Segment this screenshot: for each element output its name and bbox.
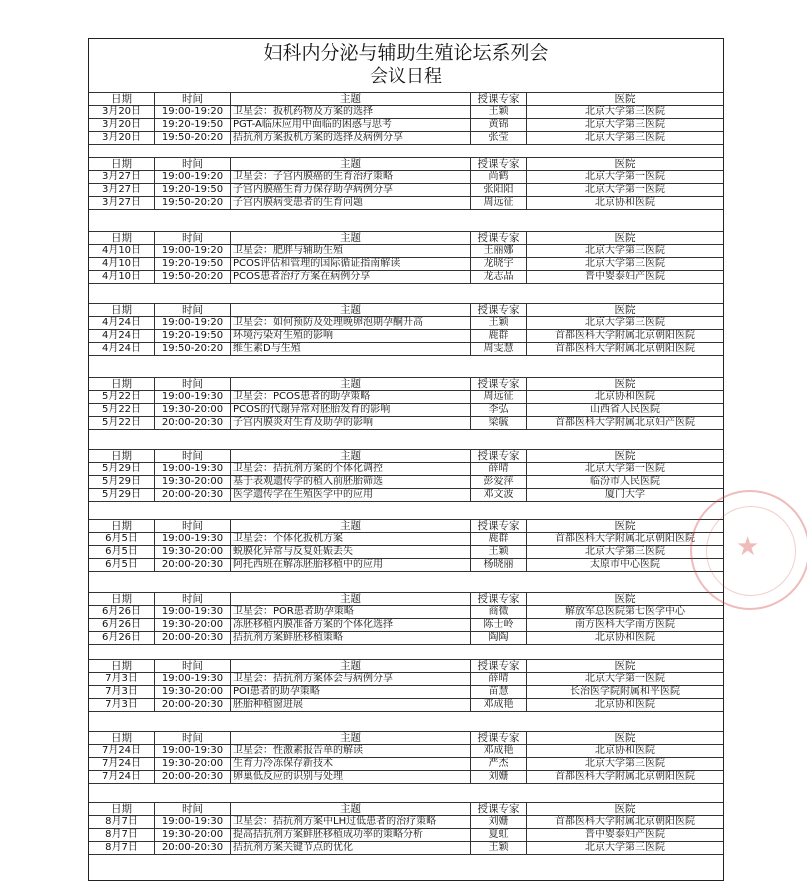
- cell-topic: 蜕膜化异常与反复妊娠丢失: [231, 546, 471, 558]
- header-topic: 主题: [231, 232, 471, 244]
- cell-time: 19:00-19:30: [155, 745, 231, 757]
- cell-time: 19:30-20:00: [155, 619, 231, 631]
- cell-hospital: 厦门大学: [605, 489, 645, 500]
- cell-hospital: 北京大学第三医院: [585, 758, 665, 769]
- cell-time: 19:30-20:00: [155, 758, 231, 770]
- header-time: 时间: [155, 378, 231, 390]
- cell-topic: 医学遗传学在生殖医学中的应用: [231, 489, 471, 501]
- session-header-row: [89, 231, 723, 244]
- cell-expert: 龙晓宇: [471, 258, 527, 270]
- table-row: [89, 488, 723, 502]
- cell-topic: 卫星会：拮抗剂方案中LH过低患者的治疗策略: [231, 816, 471, 828]
- cell-time: 19:00-19:30: [155, 673, 231, 685]
- header-date: 日期: [89, 520, 155, 532]
- cell-date: 3月27日: [89, 197, 155, 209]
- cell-hospital: 太原市中心医院: [590, 559, 660, 570]
- cell-time: 19:30-20:00: [155, 404, 231, 416]
- cell-topic: 卫星会：性激素报告单的解读: [231, 745, 471, 757]
- cell-hospital: 北京协和医院: [595, 745, 655, 756]
- cell-expert: 鹿群: [471, 533, 527, 545]
- cell-time: 19:00-19:20: [155, 317, 231, 329]
- header-topic: 主题: [231, 158, 471, 170]
- header-time: 时间: [155, 520, 231, 532]
- cell-date: 6月5日: [89, 559, 155, 571]
- cell-date: 5月22日: [89, 404, 155, 416]
- header-hospital: 医院: [614, 593, 636, 605]
- header-topic: 主题: [231, 593, 471, 605]
- header-time: 时间: [155, 93, 231, 105]
- cell-time: 20:00-20:30: [155, 699, 231, 711]
- cell-expert: 王颖: [471, 546, 527, 558]
- table-row: [89, 196, 723, 210]
- cell-date: 8月7日: [89, 816, 155, 828]
- cell-topic: 维生素D与生殖: [231, 343, 471, 355]
- cell-hospital: 北京大学第三医院: [585, 317, 665, 328]
- table-row: [89, 698, 723, 712]
- cell-expert: 严杰: [471, 758, 527, 770]
- cell-topic: 卵巢低反应的识别与处理: [231, 771, 471, 783]
- cell-time: 20:00-20:30: [155, 842, 231, 854]
- cell-date: 7月3日: [89, 673, 155, 685]
- cell-hospital: 南方医科大学南方医院: [575, 619, 675, 630]
- cell-time: 19:00-19:30: [155, 816, 231, 828]
- cell-hospital: 北京协和医院: [595, 699, 655, 710]
- cell-expert: 陶陶: [471, 632, 527, 644]
- header-date: 日期: [89, 158, 155, 170]
- session-header-row: [89, 731, 723, 744]
- table-row: [89, 257, 723, 270]
- cell-hospital: 晋中婴泰妇产医院: [585, 829, 665, 840]
- cell-hospital: 北京大学第一医院: [585, 171, 665, 182]
- header-expert: 授课专家: [471, 520, 527, 532]
- header-time: 时间: [155, 304, 231, 316]
- cell-time: 19:00-19:30: [155, 606, 231, 618]
- cell-topic: 卫星会：PCOS患者的助孕策略: [231, 391, 471, 403]
- cell-topic: 卫星会：POR患者助孕策略: [231, 606, 471, 618]
- header-expert: 授课专家: [471, 660, 527, 672]
- header-topic: 主题: [231, 93, 471, 105]
- table-row: [89, 631, 723, 645]
- cell-expert: 王颖: [471, 106, 527, 118]
- cell-date: 3月20日: [89, 106, 155, 118]
- session-header-row: [89, 377, 723, 390]
- header-date: 日期: [89, 593, 155, 605]
- header-date: 日期: [89, 232, 155, 244]
- table-row: [89, 605, 723, 618]
- table-row: [89, 244, 723, 257]
- header-time: 时间: [155, 660, 231, 672]
- table-row: [89, 475, 723, 488]
- cell-date: 6月26日: [89, 632, 155, 644]
- cell-expert: 梁毓: [471, 417, 527, 429]
- cell-time: 19:50-20:20: [155, 271, 231, 283]
- header-topic: 主题: [231, 304, 471, 316]
- cell-date: 4月10日: [89, 258, 155, 270]
- cell-expert: 苗慧: [471, 686, 527, 698]
- cell-topic: 阿托西班在解冻胚胎移植中的应用: [231, 559, 471, 571]
- session-header-row: [89, 802, 723, 815]
- cell-hospital: 首都医科大学附属北京朝阳医院: [555, 533, 695, 544]
- cell-time: 19:00-19:30: [155, 533, 231, 545]
- header-hospital: 医院: [614, 660, 636, 672]
- cell-hospital: 北京大学第三医院: [585, 106, 665, 117]
- header-date: 日期: [89, 803, 155, 815]
- cell-date: 5月29日: [89, 476, 155, 488]
- cell-date: 7月24日: [89, 758, 155, 770]
- header-expert: 授课专家: [471, 593, 527, 605]
- cell-expert: 王颖: [471, 842, 527, 854]
- cell-topic: 卫星会：扳机药物及方案的选择: [231, 106, 471, 118]
- cell-expert: 王颖: [471, 317, 527, 329]
- cell-expert: 张莹: [471, 132, 527, 144]
- cell-topic: 卫星会：拮抗剂方案的个体化调控: [231, 463, 471, 475]
- cell-time: 19:50-20:20: [155, 197, 231, 209]
- session-header-row: [89, 519, 723, 532]
- stamp-star-icon: ★: [736, 532, 760, 562]
- cell-topic: 卫星会：个体化扳机方案: [231, 533, 471, 545]
- cell-topic: 冻胚移植内膜准备方案的个体化选择: [231, 619, 471, 631]
- red-seal-stamp: [690, 490, 807, 610]
- header-date: 日期: [89, 450, 155, 462]
- header-topic: 主题: [231, 660, 471, 672]
- cell-hospital: 北京协和医院: [595, 391, 655, 402]
- header-topic: 主题: [231, 732, 471, 744]
- session-header-row: [89, 449, 723, 462]
- table-row: [89, 342, 723, 356]
- cell-date: 5月29日: [89, 463, 155, 475]
- header-time: 时间: [155, 803, 231, 815]
- table-row: [89, 183, 723, 196]
- cell-hospital: 山西省人民医院: [590, 404, 660, 415]
- cell-hospital: 首都医科大学附属北京朝阳医院: [555, 771, 695, 782]
- table-row: [89, 329, 723, 342]
- table-row: [89, 744, 723, 757]
- header-hospital: 医院: [614, 93, 636, 105]
- cell-topic: 环境污染对生殖的影响: [231, 330, 471, 342]
- cell-time: 19:00-19:20: [155, 171, 231, 183]
- cell-date: 6月26日: [89, 606, 155, 618]
- cell-topic: 拮抗剂方案关键节点的优化: [231, 842, 471, 854]
- cell-topic: 生育力冷冻保存新技术: [231, 758, 471, 770]
- cell-expert: 张阳阳: [471, 184, 527, 196]
- cell-hospital: 首都医科大学附属北京朝阳医院: [555, 343, 695, 354]
- cell-expert: 夏虹: [471, 829, 527, 841]
- session-block: [89, 592, 723, 646]
- cell-time: 19:20-19:50: [155, 258, 231, 270]
- cell-expert: 彭爱萍: [471, 476, 527, 488]
- header-date: 日期: [89, 378, 155, 390]
- cell-topic: 卫星会：肥胖与辅助生殖: [231, 245, 471, 257]
- header-time: 时间: [155, 232, 231, 244]
- cell-date: 7月3日: [89, 686, 155, 698]
- cell-hospital: 北京大学第一医院: [585, 673, 665, 684]
- session-block: [89, 449, 723, 503]
- cell-time: 19:20-19:50: [155, 184, 231, 196]
- cell-time: 19:00-19:30: [155, 391, 231, 403]
- header-hospital: 医院: [614, 803, 636, 815]
- session-header-row: [89, 659, 723, 672]
- table-row: [89, 270, 723, 284]
- header-topic: 主题: [231, 450, 471, 462]
- table-row: [89, 685, 723, 698]
- cell-expert: 邓文波: [471, 489, 527, 501]
- table-row: [89, 532, 723, 545]
- cell-hospital: 北京协和医院: [595, 197, 655, 208]
- cell-time: 19:50-20:20: [155, 343, 231, 355]
- cell-date: 4月10日: [89, 271, 155, 283]
- header-date: 日期: [89, 304, 155, 316]
- header-hospital: 医院: [614, 304, 636, 316]
- cell-hospital: 长治医学院附属和平医院: [570, 686, 680, 697]
- table-row: [89, 841, 723, 855]
- header-topic: 主题: [231, 378, 471, 390]
- header-expert: 授课专家: [471, 378, 527, 390]
- cell-expert: 刘姗: [471, 771, 527, 783]
- cell-date: 6月5日: [89, 533, 155, 545]
- cell-time: 19:50-20:20: [155, 132, 231, 144]
- cell-hospital: 北京协和医院: [595, 632, 655, 643]
- header-expert: 授课专家: [471, 93, 527, 105]
- cell-expert: 刘姗: [471, 816, 527, 828]
- cell-date: 5月22日: [89, 391, 155, 403]
- cell-date: 5月22日: [89, 417, 155, 429]
- cell-expert: 鹿群: [471, 330, 527, 342]
- cell-date: 4月24日: [89, 343, 155, 355]
- cell-expert: 周远征: [471, 391, 527, 403]
- cell-time: 20:00-20:30: [155, 489, 231, 501]
- cell-hospital: 北京大学第一医院: [585, 184, 665, 195]
- cell-hospital: 首都医科大学附属北京妇产医院: [555, 417, 695, 428]
- cell-expert: 薛晴: [471, 673, 527, 685]
- table-row: [89, 416, 723, 430]
- header-time: 时间: [155, 158, 231, 170]
- cell-expert: 尚鹤: [471, 171, 527, 183]
- header-expert: 授课专家: [471, 803, 527, 815]
- cell-time: 19:00-19:30: [155, 463, 231, 475]
- cell-topic: 卫星会：如何预防及处理晚卵泡期孕酮升高: [231, 317, 471, 329]
- session-header-row: [89, 592, 723, 605]
- cell-hospital: 北京大学第三医院: [585, 258, 665, 269]
- session-block: [89, 377, 723, 431]
- session-header-row: [89, 92, 723, 105]
- cell-date: 6月5日: [89, 546, 155, 558]
- cell-topic: 子宫内膜癌生育力保存助孕病例分享: [231, 184, 471, 196]
- cell-hospital: 解放军总医院第七医学中心: [565, 606, 685, 617]
- cell-topic: PCOS评估和管理的国际循证指南解读: [231, 258, 471, 270]
- cell-date: 3月20日: [89, 132, 155, 144]
- schedule-sheet: [88, 38, 724, 881]
- cell-topic: 胚胎种植窗进展: [231, 699, 471, 711]
- cell-topic: PCOS的代谢异常对胚胎发育的影响: [231, 404, 471, 416]
- cell-expert: 周雯慧: [471, 343, 527, 355]
- table-row: [89, 545, 723, 558]
- cell-expert: 商微: [471, 606, 527, 618]
- header-expert: 授课专家: [471, 232, 527, 244]
- cell-date: 8月7日: [89, 829, 155, 841]
- cell-topic: 基于表观遗传学的植入前胚胎筛选: [231, 476, 471, 488]
- table-row: [89, 558, 723, 572]
- table-row: [89, 403, 723, 416]
- cell-date: 4月24日: [89, 330, 155, 342]
- header-date: 日期: [89, 732, 155, 744]
- cell-hospital: 首都医科大学附属北京朝阳医院: [555, 816, 695, 827]
- cell-hospital: 北京大学第三医院: [585, 132, 665, 143]
- session-block: [89, 231, 723, 285]
- cell-topic: 卫星会：子宫内膜癌的生育治疗策略: [231, 171, 471, 183]
- table-row: [89, 770, 723, 784]
- header-topic: 主题: [231, 520, 471, 532]
- cell-time: 19:00-19:20: [155, 245, 231, 257]
- cell-expert: 杨晓丽: [471, 559, 527, 571]
- session-block: [89, 519, 723, 573]
- table-row: [89, 105, 723, 118]
- cell-time: 19:30-20:00: [155, 546, 231, 558]
- session-block: [89, 802, 723, 856]
- cell-hospital: 北京大学第三医院: [585, 119, 665, 130]
- header-time: 时间: [155, 593, 231, 605]
- cell-expert: 黄锦: [471, 119, 527, 131]
- header-expert: 授课专家: [471, 304, 527, 316]
- header-expert: 授课专家: [471, 450, 527, 462]
- cell-time: 19:30-20:00: [155, 829, 231, 841]
- header-hospital: 医院: [614, 732, 636, 744]
- cell-expert: 陈士岭: [471, 619, 527, 631]
- session-header-row: [89, 157, 723, 170]
- session-block: [89, 157, 723, 211]
- table-row: [89, 828, 723, 841]
- header-hospital: 医院: [614, 450, 636, 462]
- cell-time: 20:00-20:30: [155, 417, 231, 429]
- cell-time: 19:00-19:20: [155, 106, 231, 118]
- cell-topic: 子宫内膜病变患者的生育问题: [231, 197, 471, 209]
- header-date: 日期: [89, 93, 155, 105]
- cell-expert: 邓成艳: [471, 699, 527, 711]
- header-hospital: 医院: [614, 520, 636, 532]
- cell-date: 4月24日: [89, 317, 155, 329]
- cell-time: 19:30-20:00: [155, 476, 231, 488]
- cell-time: 19:20-19:50: [155, 119, 231, 131]
- header-hospital: 医院: [614, 232, 636, 244]
- table-row: [89, 618, 723, 631]
- cell-hospital: 北京大学第一医院: [585, 463, 665, 474]
- header-expert: 授课专家: [471, 732, 527, 744]
- cell-date: 3月27日: [89, 184, 155, 196]
- cell-expert: 薛晴: [471, 463, 527, 475]
- table-row: [89, 672, 723, 685]
- cell-expert: 龙志晶: [471, 271, 527, 283]
- document-title: 妇科内分泌与辅助生殖论坛系列会: [263, 42, 549, 64]
- cell-expert: 李弘: [471, 404, 527, 416]
- cell-topic: 提高拮抗剂方案鲜胚移植成功率的策略分析: [231, 829, 471, 841]
- cell-date: 3月27日: [89, 171, 155, 183]
- cell-date: 3月20日: [89, 119, 155, 131]
- cell-topic: 拮抗剂方案鲜胚移植策略: [231, 632, 471, 644]
- session-header-row: [89, 303, 723, 316]
- title-box: [89, 39, 723, 91]
- cell-date: 4月10日: [89, 245, 155, 257]
- table-row: [89, 815, 723, 828]
- table-row: [89, 390, 723, 403]
- cell-topic: 子宫内膜炎对生育及助孕的影响: [231, 417, 471, 429]
- cell-time: 20:00-20:30: [155, 771, 231, 783]
- cell-date: 6月26日: [89, 619, 155, 631]
- table-row: [89, 757, 723, 770]
- table-row: [89, 131, 723, 145]
- header-topic: 主题: [231, 803, 471, 815]
- cell-hospital: 北京大学第三医院: [585, 245, 665, 256]
- cell-hospital: 临汾市人民医院: [590, 476, 660, 487]
- cell-hospital: 首都医科大学附属北京朝阳医院: [555, 330, 695, 341]
- cell-topic: PGT-A临床应用中面临的困惑与思考: [231, 119, 471, 131]
- session-block: [89, 731, 723, 785]
- table-row: [89, 316, 723, 329]
- cell-expert: 周远征: [471, 197, 527, 209]
- cell-hospital: 北京大学第三医院: [585, 546, 665, 557]
- cell-date: 7月24日: [89, 771, 155, 783]
- header-hospital: 医院: [614, 378, 636, 390]
- cell-date: 8月7日: [89, 842, 155, 854]
- cell-date: 5月29日: [89, 489, 155, 501]
- cell-topic: PCOS患者治疗方案在病例分享: [231, 271, 471, 283]
- header-expert: 授课专家: [471, 158, 527, 170]
- header-date: 日期: [89, 660, 155, 672]
- session-block: [89, 303, 723, 357]
- cell-expert: 邓成艳: [471, 745, 527, 757]
- document-subtitle: 会议日程: [370, 66, 442, 87]
- cell-time: 20:00-20:30: [155, 632, 231, 644]
- table-row: [89, 462, 723, 475]
- header-hospital: 医院: [614, 158, 636, 170]
- session-block: [89, 92, 723, 146]
- cell-time: 19:20-19:50: [155, 330, 231, 342]
- cell-topic: 拮抗剂方案扳机方案的选择及病例分享: [231, 132, 471, 144]
- cell-hospital: 北京大学第三医院: [585, 842, 665, 853]
- header-time: 时间: [155, 732, 231, 744]
- cell-hospital: 晋中婴泰妇产医院: [585, 271, 665, 282]
- cell-expert: 王丽娜: [471, 245, 527, 257]
- table-row: [89, 118, 723, 131]
- table-row: [89, 170, 723, 183]
- cell-time: 19:30-20:00: [155, 686, 231, 698]
- cell-date: 7月24日: [89, 745, 155, 757]
- cell-date: 7月3日: [89, 699, 155, 711]
- session-block: [89, 659, 723, 713]
- cell-topic: POI患者的助孕策略: [231, 686, 471, 698]
- cell-time: 20:00-20:30: [155, 559, 231, 571]
- header-time: 时间: [155, 450, 231, 462]
- cell-topic: 卫星会：拮抗剂方案体会与病例分享: [231, 673, 471, 685]
